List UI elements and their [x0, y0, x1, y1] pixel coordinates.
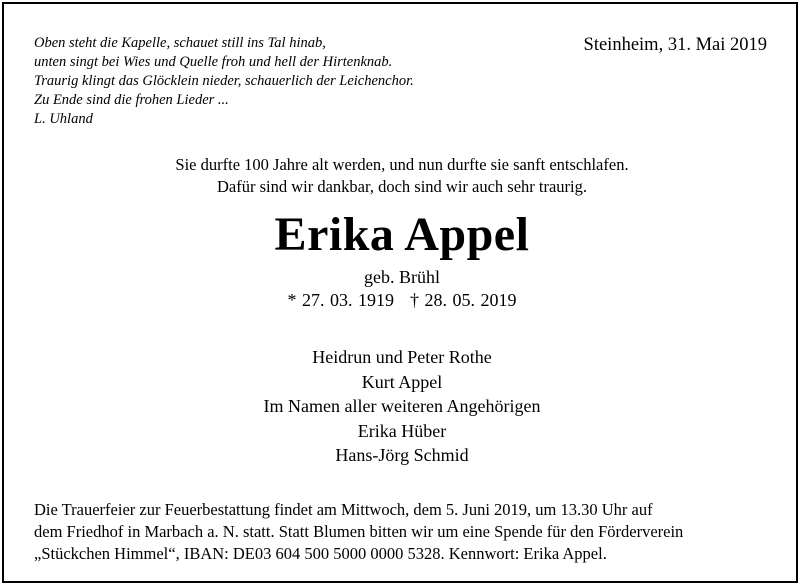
- place-date: Steinheim, 31. Mai 2019: [583, 35, 767, 55]
- poem-line: unten singt bei Wies und Quelle froh und hell der Hirtenknab.: [34, 54, 393, 70]
- poem-line: Zu Ende sind die frohen Lieder ...: [34, 92, 229, 108]
- deceased-name: Erika Appel: [274, 208, 530, 261]
- poem-line: Traurig klingt das Glöcklein nieder, schauerlich der Leichenchor.: [34, 73, 414, 89]
- poem-line: Oben steht die Kapelle, schauet still ins Tal hinab,: [34, 35, 326, 51]
- obituary-frame: [2, 2, 798, 583]
- funeral-notice: [34, 499, 683, 565]
- life-dates: [4, 289, 800, 311]
- poem-author: L. Uhland: [34, 111, 93, 127]
- poem: [34, 34, 414, 129]
- intro-line: Dafür sind wir dankbar, doch sind wir auch sehr traurig.: [216, 177, 588, 196]
- birth-date: * 27. 03. 1919: [287, 290, 394, 310]
- intro-text: [4, 154, 800, 198]
- mourner-name: Kurt Appel: [361, 371, 443, 392]
- mourner-name: Hans-Jörg Schmid: [335, 445, 469, 465]
- funeral-line: dem Friedhof in Marbach a. N. statt. Statt Blumen bitten wir um eine Spende für den Förderverein: [34, 522, 684, 541]
- mourners-list: [4, 345, 800, 468]
- intro-line: Sie durfte 100 Jahre alt werden, und nun durfte sie sanft entschlafen.: [175, 155, 629, 174]
- mourner-name: Erika Hüber: [357, 420, 447, 441]
- born-name: geb. Brühl: [364, 267, 440, 287]
- funeral-line: „Stückchen Himmel“, IBAN: DE03 604 500 5000 0000 5328. Kennwort: Erika Appel.: [34, 544, 607, 563]
- death-date: † 28. 05. 2019: [410, 290, 517, 310]
- funeral-line: Die Trauerfeier zur Feuerbestattung findet am Mittwoch, dem 5. Juni 2019, um 13.30 Uhr auf: [34, 500, 653, 519]
- mourner-name: Heidrun und Peter Rothe: [312, 347, 492, 367]
- mourner-name: Im Namen aller weiteren Angehörigen: [263, 396, 541, 416]
